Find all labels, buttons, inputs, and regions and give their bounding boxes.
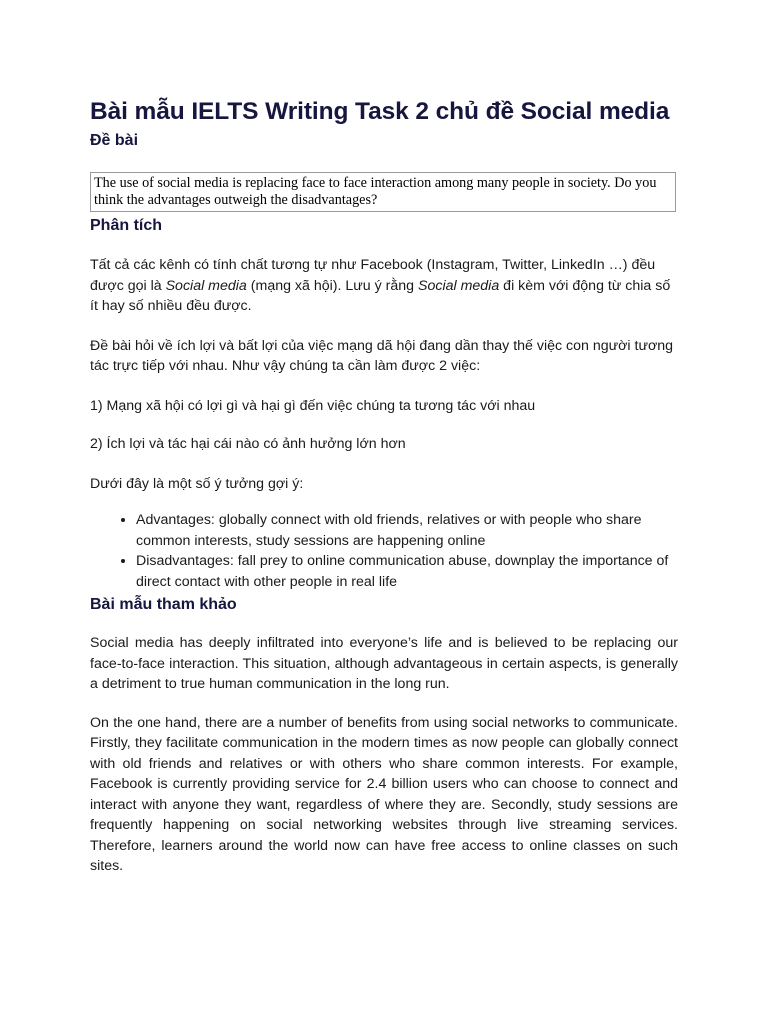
analysis-paragraph-3: 1) Mạng xã hội có lợi gì và hại gì đến việc chúng ta tương tác với nhau [90,397,536,414]
analysis-p1-text-2: (mạng xã hội). Lưu ý rằng [246,277,418,294]
analysis-heading: Phân tích [90,217,163,234]
sample-paragraph-2: On the one hand, there are a number of benefits from using social networks to communicate. Firstly, they facilitate communication in the modern times as now people can globally connect with old friends and relatives or with others who share common interests. For example, Facebook is currently providing service for 2.4 billion users who can choose to connect and interact with anyone they want, regardless of where they are. Secondly, study sessions are frequently happening on social networking websites through live streaming services. Therefore, learners around the world now can have free access to online classes on such sites. [90,714,678,874]
analysis-paragraph-4: 2) Ích lợi và tác hại cái nào có ảnh hưởng lớn hơn [90,436,406,452]
document-page [90,96,678,877]
analysis-paragraph-5: Dưới đây là một số ý tưởng gợi ý: [90,475,304,492]
analysis-p1-text-1: Tất cả các kênh có tính chất tương tự như Facebook (Instagram, Twitter, LinkedIn …) đều được gọi là [90,257,656,294]
prompt-heading: Đề bài [90,132,139,149]
page-title: Bài mẫu IELTS Writing Task 2 chủ đề Social media [90,98,670,125]
sample-heading: Bài mẫu tham khảo [90,596,237,613]
analysis-paragraph-1 [90,255,678,317]
sample-paragraph-1: Social media has deeply infiltrated into everyone’s life and is believed to be replacing our face-to-face interaction. This situation, although advantageous in certain aspects, is generally a detriment to true human communication in the long run. [90,635,678,692]
ideas-list [90,510,678,592]
analysis-p1-emphasis-1: Social media [165,277,247,294]
analysis-p1-emphasis-2: Social media [418,277,500,294]
prompt-box: The use of social media is replacing face to face interaction among many people in society. Do you think the advantages outweigh the disadvantages? [90,172,676,212]
analysis-paragraph-2: Đề bài hỏi về ích lợi và bất lợi của việc mạng dã hội đang dần thay thế việc con người tương tác trực tiếp với nhau. Như vậy chúng ta cần làm được 2 việc: [90,337,674,374]
list-item: • Advantages: globally connect with old friends, relatives or with people who share common interests, study sessions are happening online [136,510,678,551]
analysis-p1-text-3: đi kèm với động từ chia số ít hay số nhiều đều được. [90,277,671,314]
list-item: • Disadvantages: fall prey to online communication abuse, downplay the importance of direct contact with other people in real life [136,551,678,592]
